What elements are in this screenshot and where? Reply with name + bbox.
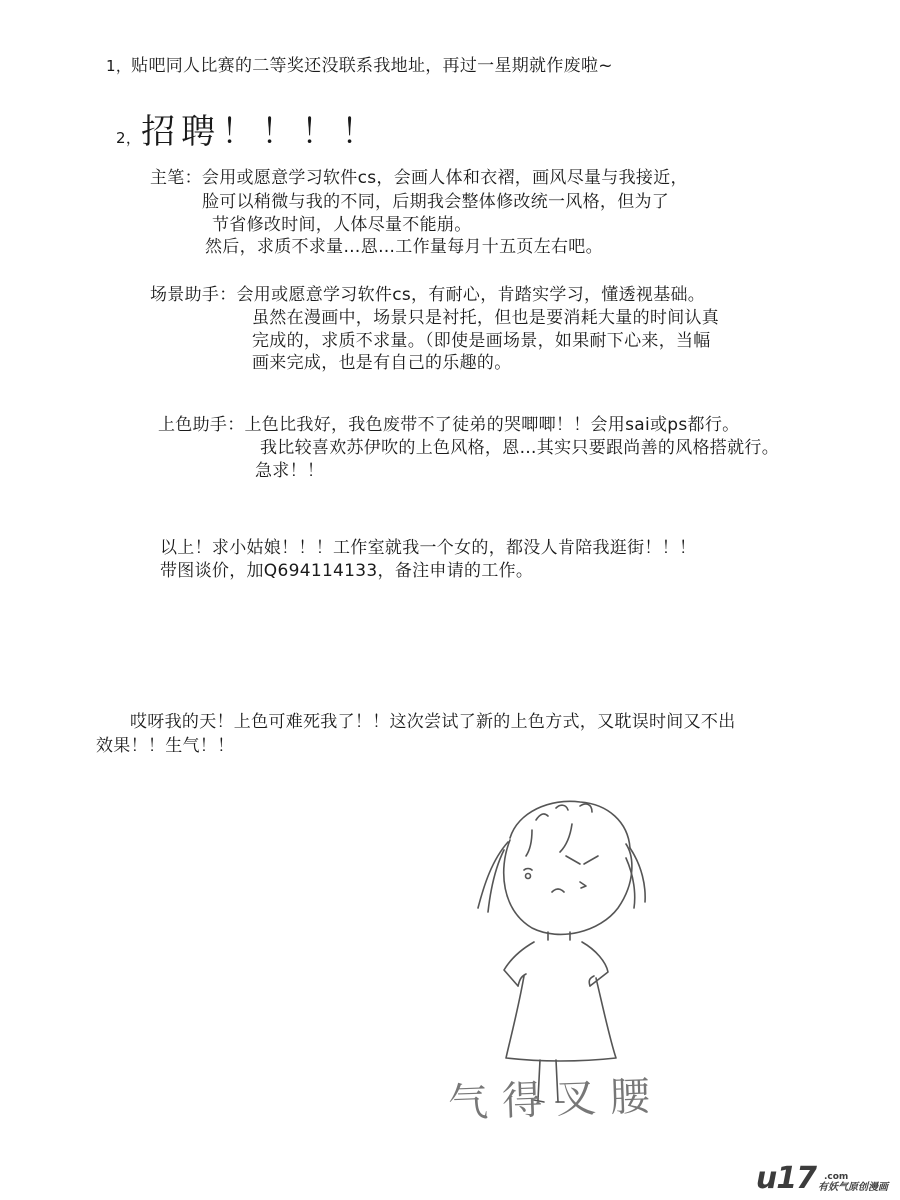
logo-slogan: 有妖气原创漫画 [818, 1182, 888, 1193]
item-number: 1， [106, 57, 132, 75]
sketch-caption: 气得叉腰 [447, 1073, 665, 1127]
text-line: 完成的，求质不求量。（即使是画场景，如果耐下心来，当幅 [252, 331, 711, 351]
text-line: 哎呀我的天！上色可难死我了！！这次尝试了新的上色方式，又耽误时间又不出 [130, 712, 736, 732]
text-line: 急求！！ [255, 461, 325, 481]
text-line: 脸可以稍微与我的不同，后期我会整体修改统一风格，但为了 [202, 192, 670, 212]
u17-watermark-logo [755, 1161, 888, 1196]
text-line: 带图谈价，加Q694114133，备注申请的工作。 [160, 561, 534, 581]
text-line: 节省修改时间，人体尽量不能崩。 [212, 215, 472, 235]
text-line: 画来完成，也是有自己的乐趣的。 [252, 353, 512, 373]
text-line: 虽然在漫画中，场景只是衬托，但也是要消耗大量的时间认真 [252, 308, 720, 328]
notice-item-1 [106, 55, 613, 77]
text-line: 效果！！生气！！ [96, 736, 235, 756]
logo-mark: u17 [755, 1161, 816, 1196]
text-line: 主笔：会用或愿意学习软件cs，会画人体和衣褶，画风尽量与我接近， [150, 168, 688, 188]
text-line: 以上！求小姑娘！！！工作室就我一个女的，都没人肯陪我逛街！！！ [160, 538, 697, 558]
text-line: 上色助手：上色比我好，我色废带不了徒弟的哭唧唧！！会用sai或ps都行。 [158, 415, 740, 435]
text-line: 场景助手：会用或愿意学习软件cs，有耐心，肯踏实学习，懂透视基础。 [150, 285, 706, 305]
item-text: 贴吧同人比赛的二等奖还没联系我地址，再过一星期就作废啦~ [131, 56, 613, 76]
logo-subtext [818, 1172, 888, 1194]
recruit-heading [116, 112, 381, 158]
text-line: 我比较喜欢苏伊吹的上色风格，恩…其实只要跟尚善的风格搭就行。 [260, 438, 779, 458]
item-number: 2， [116, 129, 142, 147]
logo-domain: .com [824, 1172, 849, 1182]
heading-text: 招聘！！！！ [141, 112, 382, 152]
text-line: 然后，求质不求量…恩…工作量每月十五页左右吧。 [205, 237, 603, 257]
